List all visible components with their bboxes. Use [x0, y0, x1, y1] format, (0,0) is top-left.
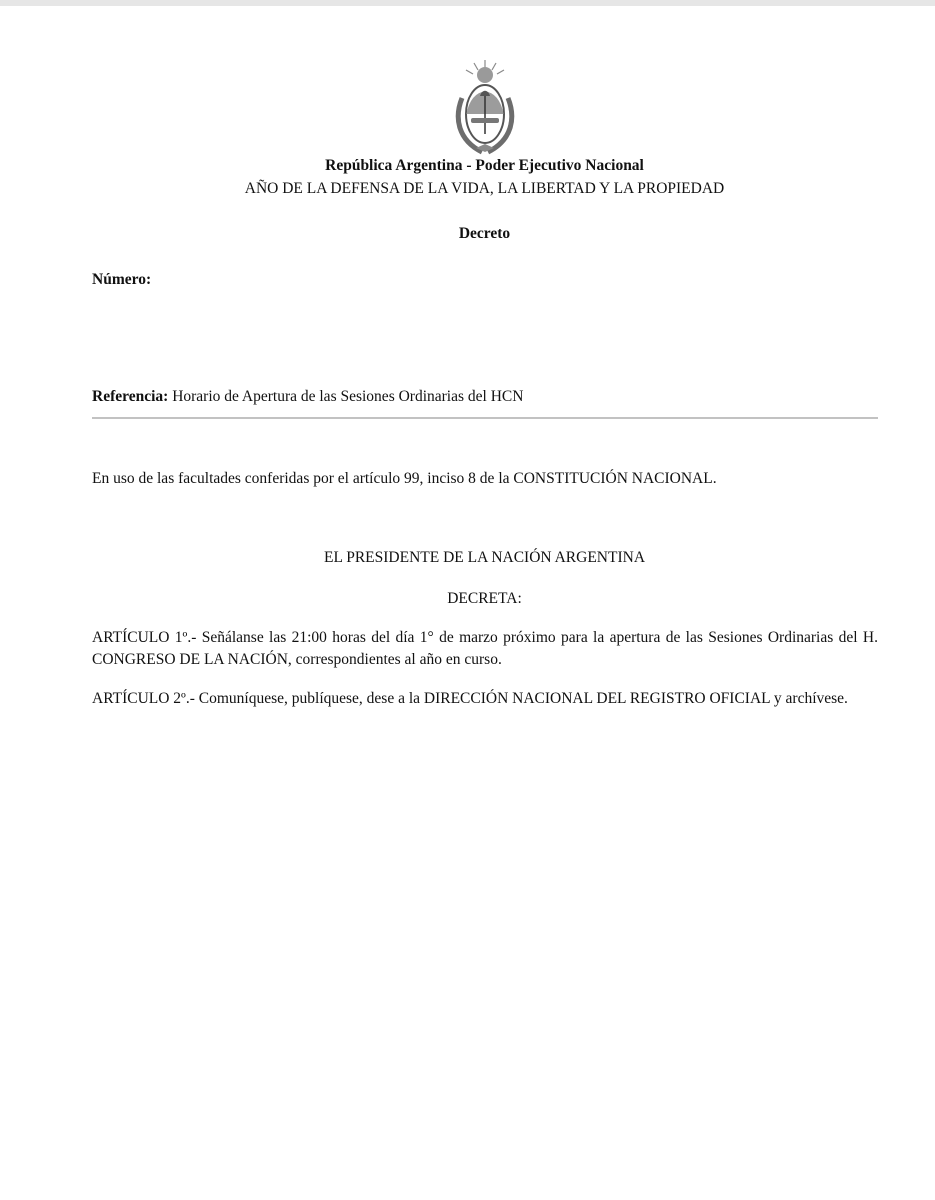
article-1: ARTÍCULO 1º.- Señálanse las 21:00 horas del día 1° de marzo próximo para la apertura de las Sesiones Ordinarias del H. CONGRESO DE LA NACIÓN, correspondientes al año en curso.	[92, 629, 878, 668]
divider-line	[92, 417, 878, 419]
reference-text: Horario de Apertura de las Sesiones Ordinarias del HCN	[172, 388, 524, 405]
document-type-heading: Decreto	[458, 225, 511, 242]
coat-of-arms-emblem	[452, 58, 518, 156]
reference-line	[92, 388, 878, 406]
preamble-paragraph: En uso de las facultades conferidas por el artículo 99, inciso 8 de la CONSTITUCIÓN NACIONAL.	[92, 470, 717, 487]
decrees-heading: DECRETA:	[447, 590, 522, 607]
top-bar	[0, 0, 935, 6]
year-motto: AÑO DE LA DEFENSA DE LA VIDA, LA LIBERTAD Y LA PROPIEDAD	[244, 180, 725, 197]
authority-heading: EL PRESIDENTE DE LA NACIÓN ARGENTINA	[323, 549, 646, 566]
government-header-title: República Argentina - Poder Ejecutivo Nacional	[325, 157, 644, 174]
reference-label: Referencia:	[92, 388, 169, 405]
article-2: ARTÍCULO 2º.- Comuníquese, publíquese, dese a la DIRECCIÓN NACIONAL DEL REGISTRO OFICIAL y archívese.	[92, 690, 848, 707]
number-field	[92, 271, 878, 289]
number-label: Número:	[92, 271, 152, 288]
